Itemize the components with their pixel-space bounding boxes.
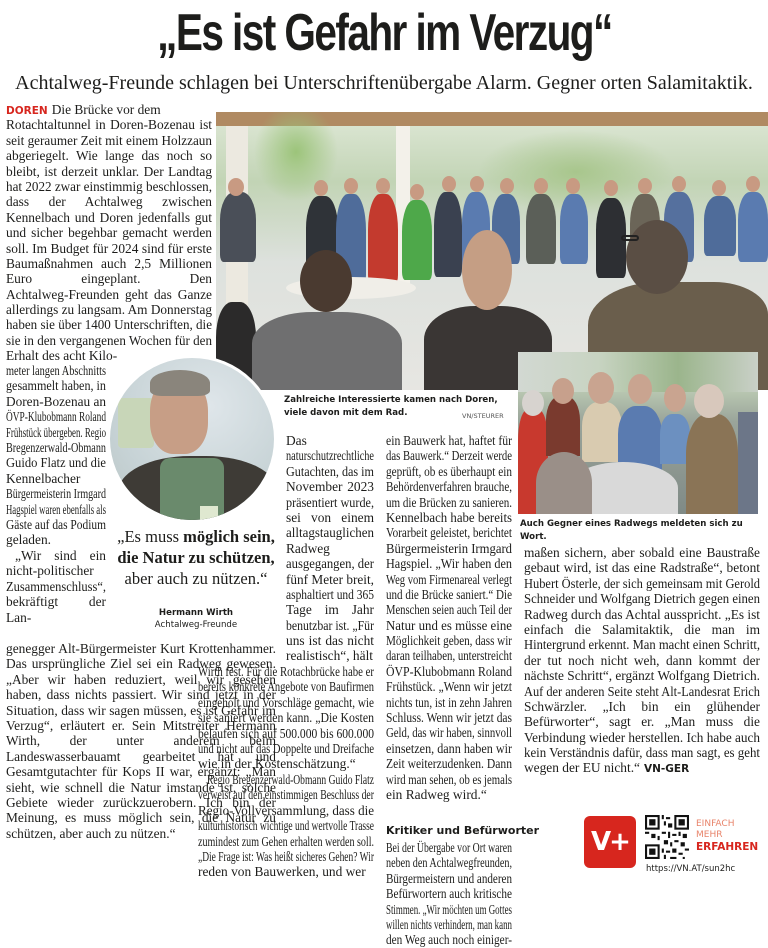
paragraph-gutachten xyxy=(286,433,374,664)
text-line: genegger Alt-Bürgermeister Kurt Krottenhammer. xyxy=(6,641,276,656)
text-line: nächste Schritt“, ergänzt Wolfgang Dietrich. xyxy=(524,668,760,684)
text-line: Bürgermeisterin Irmgard xyxy=(6,486,107,502)
text-line: „Die Frage ist: Was heißt sicheres Gehen? Wir xyxy=(198,848,374,864)
text-line: Befürwortern auch kritische xyxy=(386,886,513,902)
text-line: Hintergrund erkennt. Man macht einen Schritt, xyxy=(524,637,760,653)
text-line: Schneider und Wolfgang Dietrich gegen einen xyxy=(524,591,760,607)
text-line: Regio Bregenzerwald-Obmann Guido Flatz xyxy=(207,772,375,787)
text-line: Möglichkeit geben, dass wir xyxy=(386,633,513,649)
text-line: Auf der anderen Seite steht Alt-Landesrat Erich xyxy=(524,683,760,699)
text-line: bekräftigt der xyxy=(6,594,106,610)
text-line: Menschen seien auch Teil der xyxy=(386,602,512,618)
headline-text: „Es ist Gefahr im Verzug“ xyxy=(156,4,612,62)
text-line: Verbindung wieder herstellen. Ich habe auch xyxy=(524,729,761,745)
paragraph-bauwerk xyxy=(386,433,512,802)
text-line: daran teilhaben, unterstreicht xyxy=(386,648,512,664)
quote-author-name: Hermann Wirth xyxy=(158,608,234,618)
text-line: Verzug“, erläutert er. Sein Mitstreiter Hermann xyxy=(6,717,276,733)
text-line: nichts tun, ist in zehn Jahren xyxy=(386,694,512,710)
column-2-wide xyxy=(198,664,374,772)
quote-author-affiliation: Achtalweg-Freunde xyxy=(154,620,238,630)
pull-quote xyxy=(110,526,282,589)
text-line: Radweg xyxy=(286,540,330,556)
text-line: Geld, das wir haben, sinnvoll xyxy=(386,725,513,741)
text-line: Regio-Vollversammlung, dass die xyxy=(198,802,375,818)
article-intro xyxy=(6,102,212,364)
portrait-photo xyxy=(107,355,277,523)
text-line: Baumaßnahmen auch 2,5 Millionen xyxy=(6,255,212,271)
text-line: Gebiete wieder zurückzuerobern. Ich bin der xyxy=(6,794,276,810)
text-line: das Bauwerk.“ Derzeit werde xyxy=(386,448,513,464)
text-line: der tut noch nicht weh, dann kommt der xyxy=(524,652,760,668)
text-line: Bürgermeistern und anderen xyxy=(386,870,513,886)
text-line: Hubert Österle, der sich gemeinsam mit Gerold xyxy=(524,575,761,591)
text-line: gebaut wird, ist das eine Radstraße“, betont xyxy=(524,560,761,576)
column-4 xyxy=(524,545,760,776)
pull-quote-bold: möglich sein, die Natur zu schützen, xyxy=(117,527,275,567)
text-line: Frühstück. „Wenn wir jetzt xyxy=(386,679,512,695)
text-line: gesammelt haben, in xyxy=(6,378,107,394)
text-line: schützen, aber auch zu nützen.“ xyxy=(6,825,176,841)
text-line: bereits konkrete Angebote von Baufirmen xyxy=(198,679,375,695)
text-line: soll. Im Budget für 2024 sind für erste xyxy=(6,240,212,256)
promo-box[interactable] xyxy=(584,813,768,879)
text-line: uns ist das nicht xyxy=(286,633,374,649)
byline: VN-GER xyxy=(644,763,690,776)
text-line: den Weg auch noch einiger- xyxy=(386,932,512,948)
text-line: wegen der EU nicht.“ VN-GER xyxy=(524,760,690,776)
column-1-narrow xyxy=(6,363,106,548)
text-line: ausgegangen, der xyxy=(286,556,374,572)
text-line: einsetzen, dann haben wir xyxy=(386,740,513,756)
main-photo-caption: Zahlreiche Interessierte kamen nach Doren, viele davon mit dem Rad. xyxy=(284,395,498,418)
text-line: Rotachtaltunnel in Doren-Bozenau ist xyxy=(6,117,212,133)
pull-quote-open: „Es muss xyxy=(117,527,184,546)
text-line: Stimmen. „Wir möchten um Gottes xyxy=(386,901,513,917)
text-line: realistisch“, hält xyxy=(286,648,374,664)
text-line: haben, dass nichts passiert. Wir sind jetzt in der xyxy=(6,687,277,703)
subheadline: Achtalweg-Freunde schlagen bei Unterschriftenübergabe Alarm. Gegner orten Salamitaktik. xyxy=(15,72,753,94)
paragraph-kritiker xyxy=(386,840,512,948)
column-3 xyxy=(386,433,512,802)
text-line: maßen sichern, aber sobald eine Baustraße xyxy=(524,545,760,560)
column-3-b xyxy=(386,840,512,948)
text-line: Lan- xyxy=(6,609,32,625)
text-line: sie in den vergangenen Wochen für den xyxy=(6,332,212,348)
text-line: um die Brücken zu sanieren. xyxy=(386,494,513,510)
text-line: zumindest zum Gehen erhalten werden soll. xyxy=(198,833,375,849)
second-photo xyxy=(518,352,758,514)
pull-quote-rest: aber auch zu nützen.“ xyxy=(124,569,268,588)
paragraph-flatz xyxy=(198,772,374,880)
text-line: Achtalweg-Freunden geht das Ganze xyxy=(6,286,212,302)
text-line: geprüft, ob es überhaupt ein xyxy=(386,463,513,479)
text-line: dass der Achtalweg zwischen xyxy=(6,194,212,210)
text-line: und nicht auf das Doppelte und Dreifache xyxy=(198,740,375,756)
text-line: Gäste auf das Podium xyxy=(6,516,107,532)
text-line: und sicher begehbar gemacht werden xyxy=(6,225,213,241)
text-line: Wirth fest. Für die Rotachbrücke habe er xyxy=(198,664,374,679)
text-line: ÖVP-Klubobmann Roland xyxy=(6,409,106,425)
text-line: naturschutzrechtliche xyxy=(286,448,375,464)
text-line: geladen. xyxy=(6,532,51,548)
text-line: alltagstauglichen xyxy=(286,525,375,541)
text-line: ein Bauwerk hat, haftet für xyxy=(386,433,513,448)
text-line: November 2023 xyxy=(286,479,374,495)
text-line: asphaltiert und 365 xyxy=(286,586,375,602)
column-2-wide-b xyxy=(198,772,374,880)
text-line: neben den Achtalwegfreunden, xyxy=(386,855,512,871)
paragraph-oesterle xyxy=(524,545,760,776)
text-line: verweist auf den einstimmigen Beschluss der xyxy=(198,787,375,803)
text-line: Schwärzler. „Ich bin ein glühender xyxy=(524,698,760,714)
text-line: meter langen Abschnitts xyxy=(6,363,107,378)
text-line: Das ursprüngliche Ziel sei ein Radweg gewesen. xyxy=(6,656,276,672)
text-line: Weg vom Firmenareal verlegt xyxy=(386,571,513,587)
text-line: Euro eingeplant. Den xyxy=(6,271,212,287)
text-line: sei von einem xyxy=(286,509,374,525)
text-line: Natur und es müsse eine xyxy=(386,617,512,633)
text-line: Radweg durch das Achtal ausspricht. „Es ist xyxy=(524,606,760,622)
text-line: Kennelbach habe bereits xyxy=(386,509,513,525)
text-line: präsentiert wurde, xyxy=(286,494,375,510)
text-line: allerdings zu langsam. Am Donnerstag xyxy=(6,302,212,318)
paragraph-wirth xyxy=(198,664,374,772)
text-line: Kennelbach und Doren jedenfalls gut xyxy=(6,209,212,225)
text-line: nicht-politischer xyxy=(6,563,94,579)
text-line: wird man sehen, ob es jemals xyxy=(386,771,512,787)
text-line: Frühstück übergeben. Regio xyxy=(6,424,106,440)
text-line: Landeswasserbauamt gearbeitet hat und xyxy=(6,748,276,764)
promo-line-3: ERFAHREN xyxy=(696,841,759,853)
dateline: DOREN xyxy=(6,105,48,117)
text-line: willen nichts verhindern, man kann xyxy=(386,916,513,932)
text-line: Guido Flatz und die xyxy=(6,455,107,471)
text-line: Kennelbacher xyxy=(6,470,81,486)
text-line: ÖVP-Klubobmann Roland xyxy=(386,663,513,679)
second-photo-caption: Auch Gegner eines Radwegs meldeten sich zu Wort. xyxy=(520,519,743,542)
text-line: Vorarbeit geleistet, berichtet xyxy=(386,525,512,541)
text-line: „Aber wir haben reduziert, weil wir gesehen xyxy=(6,671,276,687)
text-line: Das xyxy=(286,433,307,448)
section-heading: Kritiker und Befürworter xyxy=(386,824,540,837)
text-line: Behördenverfahren brauche, xyxy=(386,479,513,495)
text-line: seit geraumer Zeit mit einem Holzzaun xyxy=(6,132,212,148)
pull-quote-attribution xyxy=(110,607,282,631)
text-line: eingeholt und Vorschläge gemacht, wie xyxy=(198,694,375,710)
text-line: kein Verständnis dafür, dass man sagt, es geht xyxy=(524,745,761,761)
text-line: hat 2022 zwar einstimmig beschlossen, xyxy=(6,178,213,194)
text-line: Hagspiel. „Wir haben den xyxy=(386,556,512,572)
promo-url-link[interactable]: https://VN.AT/sun2hc xyxy=(646,864,736,874)
text-line: Bei der Übergabe vor Ort waren xyxy=(386,840,513,855)
text-line: Zusammenschluss“, xyxy=(6,578,107,594)
promo-line-2: MEHR xyxy=(696,830,723,840)
text-line: Hagspiel waren ebenfalls als xyxy=(6,501,106,517)
text-line: wie in der Kostenschätzung.“ xyxy=(198,756,356,772)
text-line: Bürgermeisterin Irmgard xyxy=(386,540,513,556)
text-line: belaufen sich auf 500.000 bis 600.000 xyxy=(198,725,374,741)
text-line: ein Radweg wird.“ xyxy=(386,786,487,802)
text-line: Gutachten, das im xyxy=(286,463,374,479)
text-line: Erhalt des acht Kilo- xyxy=(6,348,118,364)
text-line: Doren-Bozenau an xyxy=(6,393,106,409)
text-line: Gesamtgutachter für Kops II war, ergänzt: „Man xyxy=(6,764,277,780)
text-line: bleibt, ist derzeit unklar. Der Landtag xyxy=(6,163,213,179)
column-2-narrow xyxy=(286,433,374,664)
text-line: Bregenzerwald-Obmann xyxy=(6,439,106,455)
paragraph-quote-start xyxy=(6,548,106,625)
text-line: sie saniert werden kann. „Die Kosten xyxy=(198,710,374,726)
text-line: einfach die Salamitaktik, die man im xyxy=(524,621,760,637)
text-line: „Wir sind ein xyxy=(15,548,107,563)
promo-line-1: EINFACH xyxy=(696,819,735,829)
column-1-narrow-b xyxy=(6,548,106,625)
main-photo xyxy=(216,112,768,390)
headline xyxy=(0,2,768,64)
text-line: Meinung, es muss möglich sein, die Natur zu xyxy=(6,810,276,826)
column-1-top xyxy=(6,102,212,364)
text-line: und die Brücke saniert.“ Die xyxy=(386,586,513,602)
text-line: kulturhistorisch wichtige und wertvolle Trasse xyxy=(198,818,375,834)
text-line: Befürworter“, sagt er. „Man muss die xyxy=(524,714,760,730)
qr-code-icon[interactable] xyxy=(645,815,689,859)
text-line: Schluss. Wenn wir jetzt das xyxy=(386,710,513,726)
vplus-logo: V+ xyxy=(584,816,636,868)
text-line: Zeit weiterzudenken. Dann xyxy=(386,756,512,772)
text-line: fünf Meter breit, xyxy=(286,571,375,587)
photo-credit: VN/STEURER xyxy=(462,412,504,420)
text-line: abgeriegelt. Wie lange das noch so xyxy=(6,148,213,164)
text-line: DOREN Die Brücke vor dem xyxy=(6,102,161,117)
text-line: Wirth, der unter anderem beim xyxy=(6,733,276,749)
text-line: haben sie über 1400 Unterschriften, die xyxy=(6,317,213,333)
text-line: benutzbar ist. „Für xyxy=(286,617,374,633)
text-line: Tage im Jahr xyxy=(286,602,375,618)
text-line: reden von Bauwerken, und wer xyxy=(198,864,366,880)
text-line: sieht, wie schnell die Natur imstande ist, solche xyxy=(6,779,276,795)
paragraph-handover xyxy=(6,363,106,548)
text-line: Situation, dass wir sagen müssen, es ist Gefahr im xyxy=(6,702,276,718)
